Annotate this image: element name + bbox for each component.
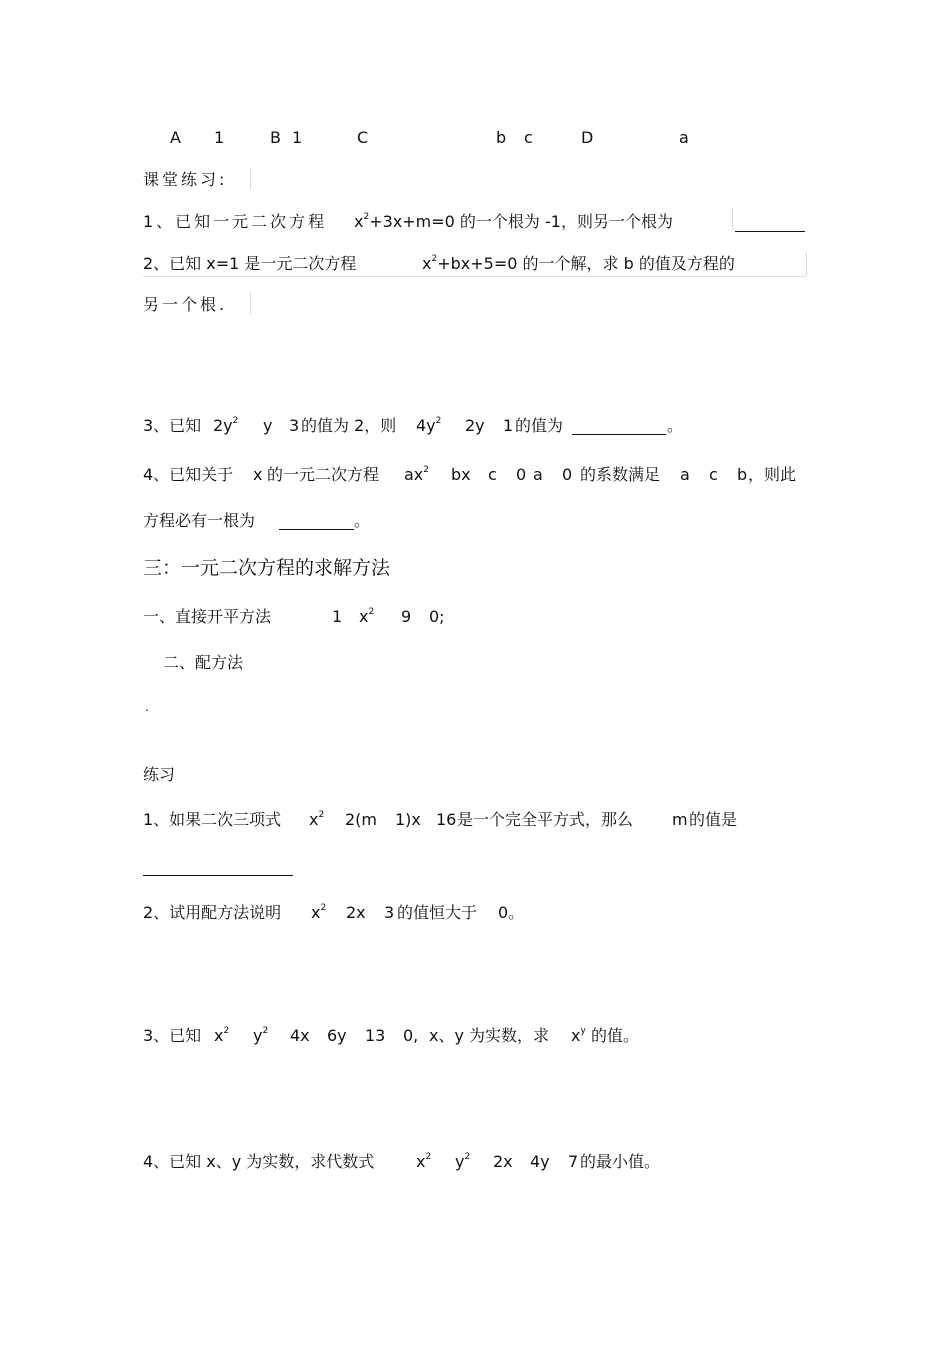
exercise-1-post: 是一个完全平方式，那么: [457, 810, 634, 829]
exercise-2-end: 0。: [498, 903, 525, 922]
practice-4-c2: c: [709, 465, 718, 484]
exercise-1-m: m: [672, 810, 688, 829]
practice-4-answer-blank: [279, 514, 354, 530]
divider: [732, 208, 733, 230]
option-d-value: a: [679, 128, 689, 147]
exercise-2-a: 2x: [346, 903, 366, 922]
practice-4-zero2: 0: [562, 465, 573, 484]
practice-4-mid2: 的系数满足: [580, 465, 661, 484]
exercise-2: [0, 903, 950, 927]
exercise-4-b: 4y: [530, 1152, 550, 1171]
practice-4-post: ，则此: [748, 465, 797, 484]
exercise-3-y: $y^2$: [253, 1026, 269, 1045]
exercise-3-xy: $x^y$: [571, 1026, 586, 1045]
exercise-3: [0, 1026, 950, 1050]
divider: [250, 168, 251, 190]
practice-4-end: 。: [354, 511, 371, 530]
exercise-3-b: 6y: [327, 1026, 347, 1045]
method-1-x: $x^2$: [359, 607, 375, 626]
option-b-value: 1: [292, 128, 303, 147]
method-1-end: 0;: [429, 607, 445, 626]
exercise-title: 练习: [143, 765, 176, 784]
exercise-4-x: $x^2$: [416, 1152, 432, 1171]
practice-4-zero1: 0: [516, 465, 527, 484]
exercise-2-post: 的值恒大于: [397, 903, 478, 922]
method-1-label: 一、直接开平方法: [143, 607, 272, 626]
practice-4-line2: [0, 511, 950, 535]
exercise-3-end: 的值。: [591, 1026, 640, 1045]
practice-2-line2: 另一个根.: [143, 295, 228, 314]
option-b-label: B: [270, 128, 281, 147]
exercise-1-b: 1)x: [395, 810, 421, 829]
exercise-1: [0, 810, 950, 834]
practice-4-c: c: [488, 465, 497, 484]
method-2-label: 二、配方法: [163, 653, 244, 672]
practice-3-term-d: $4y^2$: [416, 416, 442, 435]
practice-4: [0, 465, 950, 489]
practice-4-b2: b: [737, 465, 748, 484]
exercise-1-c: 16: [436, 810, 457, 829]
option-a-value: 1: [214, 128, 225, 147]
exercise-4-prefix: 4、已知 x、y 为实数，求代数式: [143, 1152, 375, 1171]
practice-4-ax: $ax^2$: [404, 465, 430, 484]
exercise-1-prefix: 1、如果二次三项式: [143, 810, 282, 829]
exercise-4-c: 7: [568, 1152, 579, 1171]
method-1-n9: 9: [401, 607, 412, 626]
option-c-value-2: c: [524, 128, 533, 147]
exercise-4-y: $y^2$: [455, 1152, 471, 1171]
divider: [250, 292, 251, 314]
practice-3: [0, 416, 950, 440]
exercise-1-answer-blank: [143, 860, 293, 876]
practice-2-prefix: 2、已知 x=1 是一元二次方程: [143, 254, 357, 273]
practice-3-answer-blank: [572, 419, 666, 435]
practice-3-term-e: 2y: [465, 416, 485, 435]
practice-3-post: 的值为: [515, 416, 564, 435]
option-c-value-1: b: [496, 128, 507, 147]
practice-3-term-b: y: [263, 416, 273, 435]
exercise-3-post: x、y 为实数，求: [429, 1026, 550, 1045]
practice-4-x: x: [253, 465, 263, 484]
practice-3-prefix: 3、已知: [143, 416, 202, 435]
practice-4-a2: a: [680, 465, 690, 484]
divider: [143, 276, 806, 277]
practice-3-mid: 的值为 2，则: [301, 416, 397, 435]
practice-3-term-f: 1: [503, 416, 514, 435]
practice-2-equation: $x^2+bx+5=0$ 的一个解，求 b 的值及方程的: [422, 254, 735, 273]
practice-4-bx: bx: [451, 465, 471, 484]
exercise-1-end: 的值是: [689, 810, 738, 829]
exercise-2-x: $x^2$: [311, 903, 327, 922]
practice-1-answer-blank: [735, 216, 805, 232]
exercise-4: [0, 1152, 950, 1176]
method-1: [0, 607, 950, 631]
option-a-label: A: [170, 128, 181, 147]
practice-4-line2-text: 方程必有一根为: [143, 511, 256, 530]
practice-1: [0, 212, 950, 236]
options-row: [0, 128, 950, 150]
practice-1-prefix: 1、已知一元二次方程: [143, 212, 328, 231]
practice-2: [0, 254, 950, 278]
exercise-4-end: 的最小值。: [580, 1152, 661, 1171]
practice-4-prefix: 4、已知关于: [143, 465, 234, 484]
divider: [806, 252, 807, 276]
practice-3-end: 。: [667, 416, 684, 435]
exercise-2-b: 3: [384, 903, 395, 922]
exercise-1-a: 2(m: [345, 810, 378, 829]
practice-title: 课堂练习:: [143, 170, 228, 189]
method-1-n1: 1: [332, 607, 343, 626]
option-d-label: D: [581, 128, 594, 147]
practice-4-mid1: 的一元二次方程: [267, 465, 380, 484]
practice-1-x: $x^2+3x+m=0$ 的一个根为 -1，则另一个根为: [354, 212, 673, 231]
exercise-2-prefix: 2、试用配方法说明: [143, 903, 282, 922]
exercise-3-prefix: 3、已知: [143, 1026, 202, 1045]
exercise-3-d: 0,: [403, 1026, 419, 1045]
exercise-3-a: 4x: [290, 1026, 310, 1045]
practice-3-term-c: 3: [289, 416, 300, 435]
exercise-1-x: $x^2$: [309, 810, 325, 829]
exercise-3-x: $x^2$: [214, 1026, 230, 1045]
practice-4-a: a: [533, 465, 543, 484]
practice-3-term-a: $2y^2$: [213, 416, 239, 435]
exercise-3-c: 13: [365, 1026, 386, 1045]
dot: .: [145, 700, 149, 714]
section-three-heading: 三：一元二次方程的求解方法: [143, 557, 391, 579]
option-c-label: C: [357, 128, 369, 147]
exercise-4-a: 2x: [493, 1152, 513, 1171]
